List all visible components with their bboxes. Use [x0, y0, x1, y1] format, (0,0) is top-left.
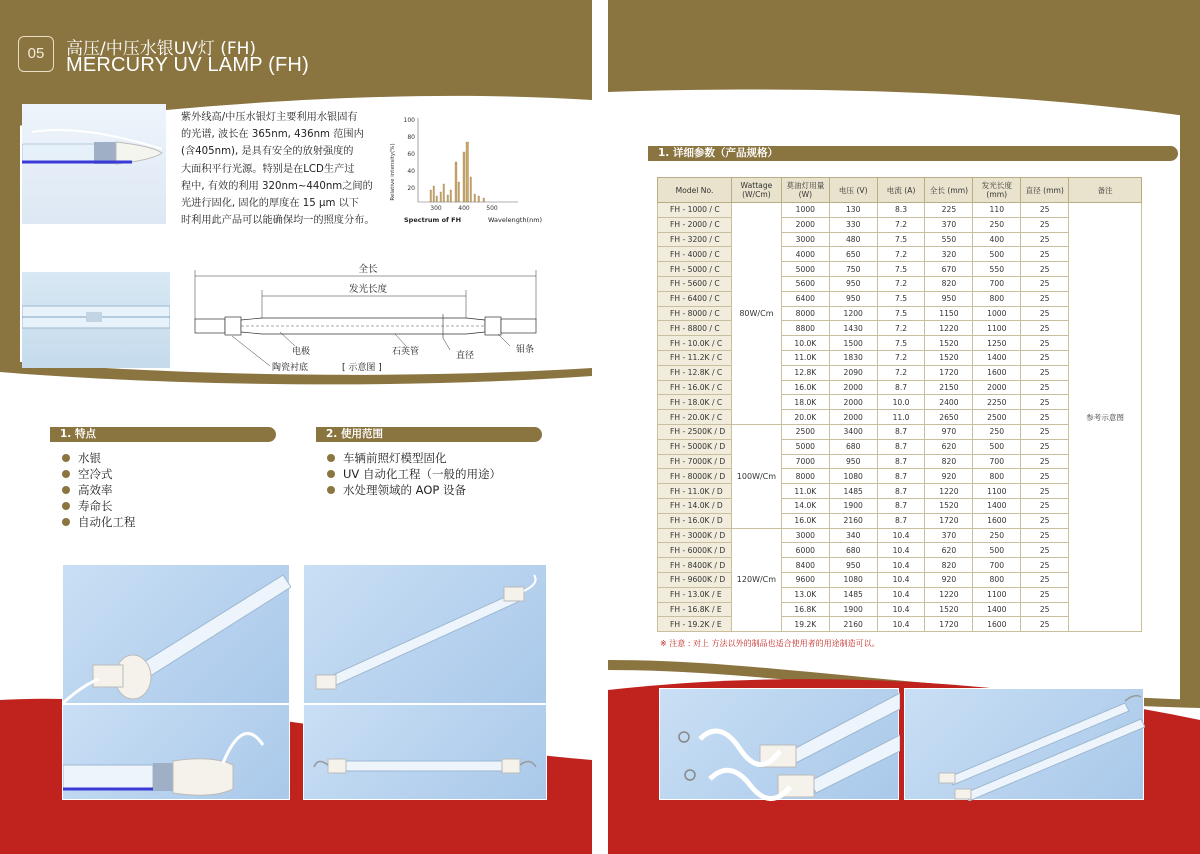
col-header-wattage: Wattage (W/Cm): [731, 178, 781, 203]
cell-diameter: 25: [1021, 306, 1069, 321]
cell-arc: 1600: [973, 365, 1021, 380]
cell-voltage: 950: [829, 291, 877, 306]
list-item: 空冷式: [62, 466, 136, 482]
cell-length: 320: [925, 247, 973, 262]
table-row: [658, 203, 1142, 218]
cell-diameter: 25: [1021, 498, 1069, 513]
table-header-row: [658, 178, 1142, 203]
cell-voltage: 2160: [829, 513, 877, 528]
cell-voltage: 950: [829, 558, 877, 573]
cell-length: 920: [925, 469, 973, 484]
page-title-cn: 高压/中压水银UV灯 (FH): [66, 39, 257, 59]
cell-voltage: 2000: [829, 410, 877, 425]
cell-arc: 1000: [973, 306, 1021, 321]
cell-oil: 18.0K: [781, 395, 829, 410]
cell-length: 970: [925, 424, 973, 439]
cell-voltage: 2090: [829, 365, 877, 380]
spectrum-xlabel: Wavelength(nm): [488, 216, 543, 224]
cell-arc: 1100: [973, 587, 1021, 602]
cell-oil: 2500: [781, 424, 829, 439]
features-list: [62, 450, 136, 530]
cell-oil: 4000: [781, 247, 829, 262]
cell-diameter: 25: [1021, 543, 1069, 558]
cell-model: FH - 7000K / D: [658, 454, 732, 469]
cell-oil: 6400: [781, 291, 829, 306]
cell-model: FH - 13.0K / E: [658, 587, 732, 602]
cell-length: 225: [925, 203, 973, 218]
cell-model: FH - 14.0K / D: [658, 498, 732, 513]
cell-voltage: 950: [829, 454, 877, 469]
cell-voltage: 2160: [829, 617, 877, 632]
cell-length: 550: [925, 232, 973, 247]
lamp-closeup-image: [22, 272, 170, 368]
col-header-current: 电流 (A): [877, 178, 925, 203]
specs-heading: 1. 详细参数（产品规格）: [648, 146, 1178, 161]
cell-voltage: 340: [829, 528, 877, 543]
page-title-en: MERCURY UV LAMP (FH): [66, 54, 309, 76]
spectrum-chart: [388, 112, 546, 230]
cell-arc: 1400: [973, 498, 1021, 513]
cell-oil: 3000: [781, 528, 829, 543]
spectrum-ytick: 20: [407, 185, 415, 192]
cell-oil: 8400: [781, 558, 829, 573]
cell-arc: 1400: [973, 602, 1021, 617]
cell-model: FH - 2000 / C: [658, 217, 732, 232]
lamp-photo-bottom-2: [303, 564, 547, 704]
cell-diameter: 25: [1021, 454, 1069, 469]
lamp-photo-bottom-1: [62, 564, 290, 704]
cell-arc: 250: [973, 528, 1021, 543]
cell-oil: 7000: [781, 454, 829, 469]
cell-arc: 2500: [973, 410, 1021, 425]
cell-current: 10.4: [877, 587, 925, 602]
lamp-diagram: [180, 262, 556, 380]
cell-length: 1520: [925, 498, 973, 513]
cell-wattage: 80W/Cm: [731, 203, 781, 425]
features-heading: 1. 特点: [50, 427, 276, 442]
cell-model: FH - 8800 / C: [658, 321, 732, 336]
cell-current: 8.7: [877, 439, 925, 454]
col-header-diameter: 直径 (mm): [1021, 178, 1069, 203]
intro-paragraph: [181, 109, 381, 229]
cell-current: 8.7: [877, 380, 925, 395]
lamp-end-image: [22, 104, 166, 224]
cell-arc: 1600: [973, 513, 1021, 528]
cell-model: FH - 5000K / D: [658, 439, 732, 454]
spectrum-xtick: 300: [430, 205, 442, 212]
applications-heading: 2. 使用范围: [316, 427, 542, 442]
lamp-photo-middle: [22, 272, 170, 368]
cell-model: FH - 8400K / D: [658, 558, 732, 573]
spectrum-ytick: 80: [407, 134, 415, 141]
cell-arc: 700: [973, 276, 1021, 291]
cell-diameter: 25: [1021, 587, 1069, 602]
list-item: 水处理领域的 AOP 设备: [327, 482, 501, 498]
cell-arc: 700: [973, 454, 1021, 469]
cell-voltage: 1900: [829, 602, 877, 617]
cell-oil: 5600: [781, 276, 829, 291]
cell-oil: 11.0K: [781, 350, 829, 365]
footnote: ※ 注意 : 对上 方法以外的制品也适合使用者的用途制造可以。: [660, 639, 880, 648]
cell-diameter: 25: [1021, 291, 1069, 306]
col-header-length: 全长 (mm): [925, 178, 973, 203]
cell-arc: 2250: [973, 395, 1021, 410]
list-item: 寿命长: [62, 498, 136, 514]
cell-oil: 13.0K: [781, 587, 829, 602]
cell-arc: 550: [973, 262, 1021, 277]
intro-line: 大面积平行光源。特别是在LCD生产过: [181, 163, 355, 175]
cell-voltage: 1500: [829, 336, 877, 351]
cell-oil: 11.0K: [781, 484, 829, 499]
cell-model: FH - 4000 / C: [658, 247, 732, 262]
cell-oil: 6000: [781, 543, 829, 558]
cell-voltage: 2000: [829, 395, 877, 410]
cell-model: FH - 5000 / C: [658, 262, 732, 277]
cell-current: 10.4: [877, 572, 925, 587]
cell-diameter: 25: [1021, 617, 1069, 632]
label-electrode: 电极: [292, 347, 311, 357]
cell-model: FH - 2500K / D: [658, 424, 732, 439]
cell-current: 7.5: [877, 306, 925, 321]
cell-length: 820: [925, 558, 973, 573]
cell-voltage: 1080: [829, 572, 877, 587]
intro-line: 的光谱, 波长在 365nm, 436nm 范围内: [181, 129, 364, 141]
cell-voltage: 650: [829, 247, 877, 262]
page-gutter: [592, 0, 608, 854]
cell-length: 620: [925, 439, 973, 454]
cell-note: 参考示意图: [1069, 203, 1142, 632]
label-total-length: 全长: [358, 264, 378, 275]
cell-oil: 5000: [781, 439, 829, 454]
cell-oil: 5000: [781, 262, 829, 277]
cell-diameter: 25: [1021, 321, 1069, 336]
cell-oil: 8800: [781, 321, 829, 336]
specs-table: [657, 177, 1142, 632]
spectrum-xtick: 500: [486, 205, 498, 212]
cell-diameter: 25: [1021, 484, 1069, 499]
cell-oil: 10.0K: [781, 336, 829, 351]
cell-length: 1220: [925, 484, 973, 499]
cell-voltage: 1200: [829, 306, 877, 321]
cell-length: 620: [925, 543, 973, 558]
spectrum-xtick: 400: [458, 205, 470, 212]
cell-current: 8.7: [877, 484, 925, 499]
cell-arc: 110: [973, 203, 1021, 218]
cell-arc: 1250: [973, 336, 1021, 351]
cell-oil: 14.0K: [781, 498, 829, 513]
cell-length: 1520: [925, 350, 973, 365]
cell-length: 950: [925, 291, 973, 306]
cell-model: FH - 6400 / C: [658, 291, 732, 306]
cell-diameter: 25: [1021, 410, 1069, 425]
label-molybdenum: 钼条: [516, 345, 535, 355]
col-header-oil: 莫油灯用量 (W): [781, 178, 829, 203]
cell-oil: 19.2K: [781, 617, 829, 632]
cell-model: FH - 19.2K / E: [658, 617, 732, 632]
cell-voltage: 3400: [829, 424, 877, 439]
cell-voltage: 1830: [829, 350, 877, 365]
cell-arc: 1400: [973, 350, 1021, 365]
spectrum-ylabel: Relative intensity(%): [390, 143, 396, 201]
list-item: 水银: [62, 450, 136, 466]
cell-arc: 500: [973, 543, 1021, 558]
cell-voltage: 2000: [829, 380, 877, 395]
col-header-note: 备注: [1069, 178, 1142, 203]
cell-length: 1720: [925, 617, 973, 632]
cell-diameter: 25: [1021, 424, 1069, 439]
cell-oil: 20.0K: [781, 410, 829, 425]
cell-oil: 9600: [781, 572, 829, 587]
cell-length: 2150: [925, 380, 973, 395]
cell-diameter: 25: [1021, 558, 1069, 573]
left-page: [0, 0, 592, 854]
cell-diameter: 25: [1021, 380, 1069, 395]
cell-diameter: 25: [1021, 203, 1069, 218]
cell-model: FH - 3000K / D: [658, 528, 732, 543]
cell-voltage: 950: [829, 276, 877, 291]
cell-arc: 1100: [973, 321, 1021, 336]
lamp-photo-bottom-3: [62, 704, 290, 800]
cell-diameter: 25: [1021, 602, 1069, 617]
cell-current: 10.4: [877, 528, 925, 543]
cell-diameter: 25: [1021, 365, 1069, 380]
cell-arc: 1600: [973, 617, 1021, 632]
spectrum-ytick: 60: [407, 151, 415, 158]
cell-length: 920: [925, 572, 973, 587]
cell-oil: 8000: [781, 469, 829, 484]
cell-current: 7.2: [877, 365, 925, 380]
cell-wattage: 100W/Cm: [731, 424, 781, 528]
spectrum-caption: Spectrum of FH: [404, 216, 462, 224]
cell-current: 7.5: [877, 262, 925, 277]
col-header-voltage: 电压 (V): [829, 178, 877, 203]
cell-diameter: 25: [1021, 572, 1069, 587]
cell-model: FH - 8000K / D: [658, 469, 732, 484]
cell-length: 370: [925, 217, 973, 232]
cell-length: 670: [925, 262, 973, 277]
lamp-photo-bottom-6: [904, 688, 1144, 800]
table-body: [658, 203, 1142, 632]
label-quartz-tube: 石英管: [392, 347, 420, 357]
cell-current: 10.4: [877, 558, 925, 573]
cell-oil: 16.0K: [781, 380, 829, 395]
cell-model: FH - 9600K / D: [658, 572, 732, 587]
cell-diameter: 25: [1021, 247, 1069, 262]
list-item: 高效率: [62, 482, 136, 498]
cell-current: 10.4: [877, 543, 925, 558]
cell-diameter: 25: [1021, 439, 1069, 454]
list-item: UV 自动化工程（一般的用途）: [327, 466, 501, 482]
cell-diameter: 25: [1021, 469, 1069, 484]
cell-voltage: 480: [829, 232, 877, 247]
cell-current: 7.5: [877, 291, 925, 306]
intro-line: (含405nm), 是具有安全的放射强度的: [181, 146, 354, 158]
cell-length: 2650: [925, 410, 973, 425]
label-arc-length: 发光长度: [348, 284, 388, 295]
cell-length: 1520: [925, 336, 973, 351]
cell-voltage: 1485: [829, 587, 877, 602]
cell-wattage: 120W/Cm: [731, 528, 781, 632]
cell-arc: 500: [973, 247, 1021, 262]
cell-diameter: 25: [1021, 262, 1069, 277]
cell-diameter: 25: [1021, 528, 1069, 543]
cell-current: 8.7: [877, 454, 925, 469]
cell-arc: 400: [973, 232, 1021, 247]
cell-model: FH - 11.2K / C: [658, 350, 732, 365]
cell-arc: 250: [973, 217, 1021, 232]
cell-voltage: 680: [829, 439, 877, 454]
cell-model: FH - 11.0K / D: [658, 484, 732, 499]
intro-line: 程中, 有效的利用 320nm~440nm之间的: [181, 180, 373, 192]
cell-length: 820: [925, 454, 973, 469]
cell-model: FH - 6000K / D: [658, 543, 732, 558]
cell-current: 10.0: [877, 395, 925, 410]
intro-line: 时利用此产品可以能确保均一的照度分布。: [181, 215, 375, 227]
col-header-model: Model No.: [658, 178, 732, 203]
cell-model: FH - 8000 / C: [658, 306, 732, 321]
col-header-arc: 发光长度 (mm): [973, 178, 1021, 203]
cell-current: 10.4: [877, 602, 925, 617]
lamp-photo-bottom-4: [303, 704, 547, 800]
cell-length: 1520: [925, 602, 973, 617]
cell-current: 8.7: [877, 424, 925, 439]
cell-oil: 8000: [781, 306, 829, 321]
list-item: 自动化工程: [62, 514, 136, 530]
cell-current: 7.2: [877, 276, 925, 291]
cell-diameter: 25: [1021, 395, 1069, 410]
cell-oil: 16.8K: [781, 602, 829, 617]
cell-arc: 500: [973, 439, 1021, 454]
intro-line: 紫外线高/中压水银灯主要利用水银固有: [181, 112, 358, 123]
cell-model: FH - 16.8K / E: [658, 602, 732, 617]
cell-length: 1220: [925, 321, 973, 336]
label-ceramic-base: 陶瓷衬底: [272, 363, 309, 373]
cell-oil: 1000: [781, 203, 829, 218]
cell-current: 7.5: [877, 232, 925, 247]
cell-arc: 1100: [973, 484, 1021, 499]
cell-current: 8.3: [877, 203, 925, 218]
cell-arc: 800: [973, 291, 1021, 306]
right-page: [608, 0, 1200, 854]
cell-arc: 2000: [973, 380, 1021, 395]
cell-diameter: 25: [1021, 217, 1069, 232]
list-item: 车辆前照灯模型固化: [327, 450, 501, 466]
cell-voltage: 1430: [829, 321, 877, 336]
cell-diameter: 25: [1021, 336, 1069, 351]
cell-model: FH - 3200 / C: [658, 232, 732, 247]
cell-diameter: 25: [1021, 513, 1069, 528]
cell-oil: 3000: [781, 232, 829, 247]
lamp-photo-bottom-5: [659, 688, 899, 800]
cell-oil: 12.8K: [781, 365, 829, 380]
applications-list: [327, 450, 501, 498]
cell-current: 7.5: [877, 336, 925, 351]
cell-model: FH - 1000 / C: [658, 203, 732, 218]
cell-model: FH - 10.0K / C: [658, 336, 732, 351]
label-diameter: 直径: [456, 351, 475, 361]
cell-model: FH - 20.0K / C: [658, 410, 732, 425]
cell-model: FH - 5600 / C: [658, 276, 732, 291]
page-number: 05: [18, 36, 54, 72]
cell-diameter: 25: [1021, 350, 1069, 365]
cell-current: 10.4: [877, 617, 925, 632]
cell-current: 8.7: [877, 513, 925, 528]
cell-length: 370: [925, 528, 973, 543]
cell-current: 7.2: [877, 247, 925, 262]
lamp-photo-top: [22, 104, 166, 224]
cell-model: FH - 16.0K / C: [658, 380, 732, 395]
cell-diameter: 25: [1021, 232, 1069, 247]
cell-length: 1720: [925, 365, 973, 380]
cell-current: 7.2: [877, 350, 925, 365]
cell-current: 7.2: [877, 321, 925, 336]
cell-oil: 16.0K: [781, 513, 829, 528]
cell-voltage: 1485: [829, 484, 877, 499]
cell-arc: 700: [973, 558, 1021, 573]
cell-length: 820: [925, 276, 973, 291]
cell-voltage: 130: [829, 203, 877, 218]
spectrum-ytick: 40: [407, 168, 415, 175]
cell-model: FH - 12.8K / C: [658, 365, 732, 380]
cell-arc: 800: [973, 572, 1021, 587]
cell-length: 1220: [925, 587, 973, 602]
cell-length: 1150: [925, 306, 973, 321]
cell-current: 11.0: [877, 410, 925, 425]
cell-current: 8.7: [877, 469, 925, 484]
spectrum-ytick: 100: [403, 117, 415, 124]
cell-arc: 250: [973, 424, 1021, 439]
cell-model: FH - 18.0K / C: [658, 395, 732, 410]
cell-oil: 2000: [781, 217, 829, 232]
cell-voltage: 330: [829, 217, 877, 232]
cell-voltage: 750: [829, 262, 877, 277]
cell-current: 8.7: [877, 498, 925, 513]
label-schematic: [ 示意图 ]: [342, 363, 382, 373]
cell-voltage: 680: [829, 543, 877, 558]
cell-length: 1720: [925, 513, 973, 528]
cell-voltage: 1900: [829, 498, 877, 513]
cell-voltage: 1080: [829, 469, 877, 484]
cell-model: FH - 16.0K / D: [658, 513, 732, 528]
cell-current: 7.2: [877, 217, 925, 232]
cell-length: 2400: [925, 395, 973, 410]
intro-line: 光进行固化, 固化的厚度在 15 μm 以下: [181, 198, 359, 210]
cell-arc: 800: [973, 469, 1021, 484]
cell-diameter: 25: [1021, 276, 1069, 291]
